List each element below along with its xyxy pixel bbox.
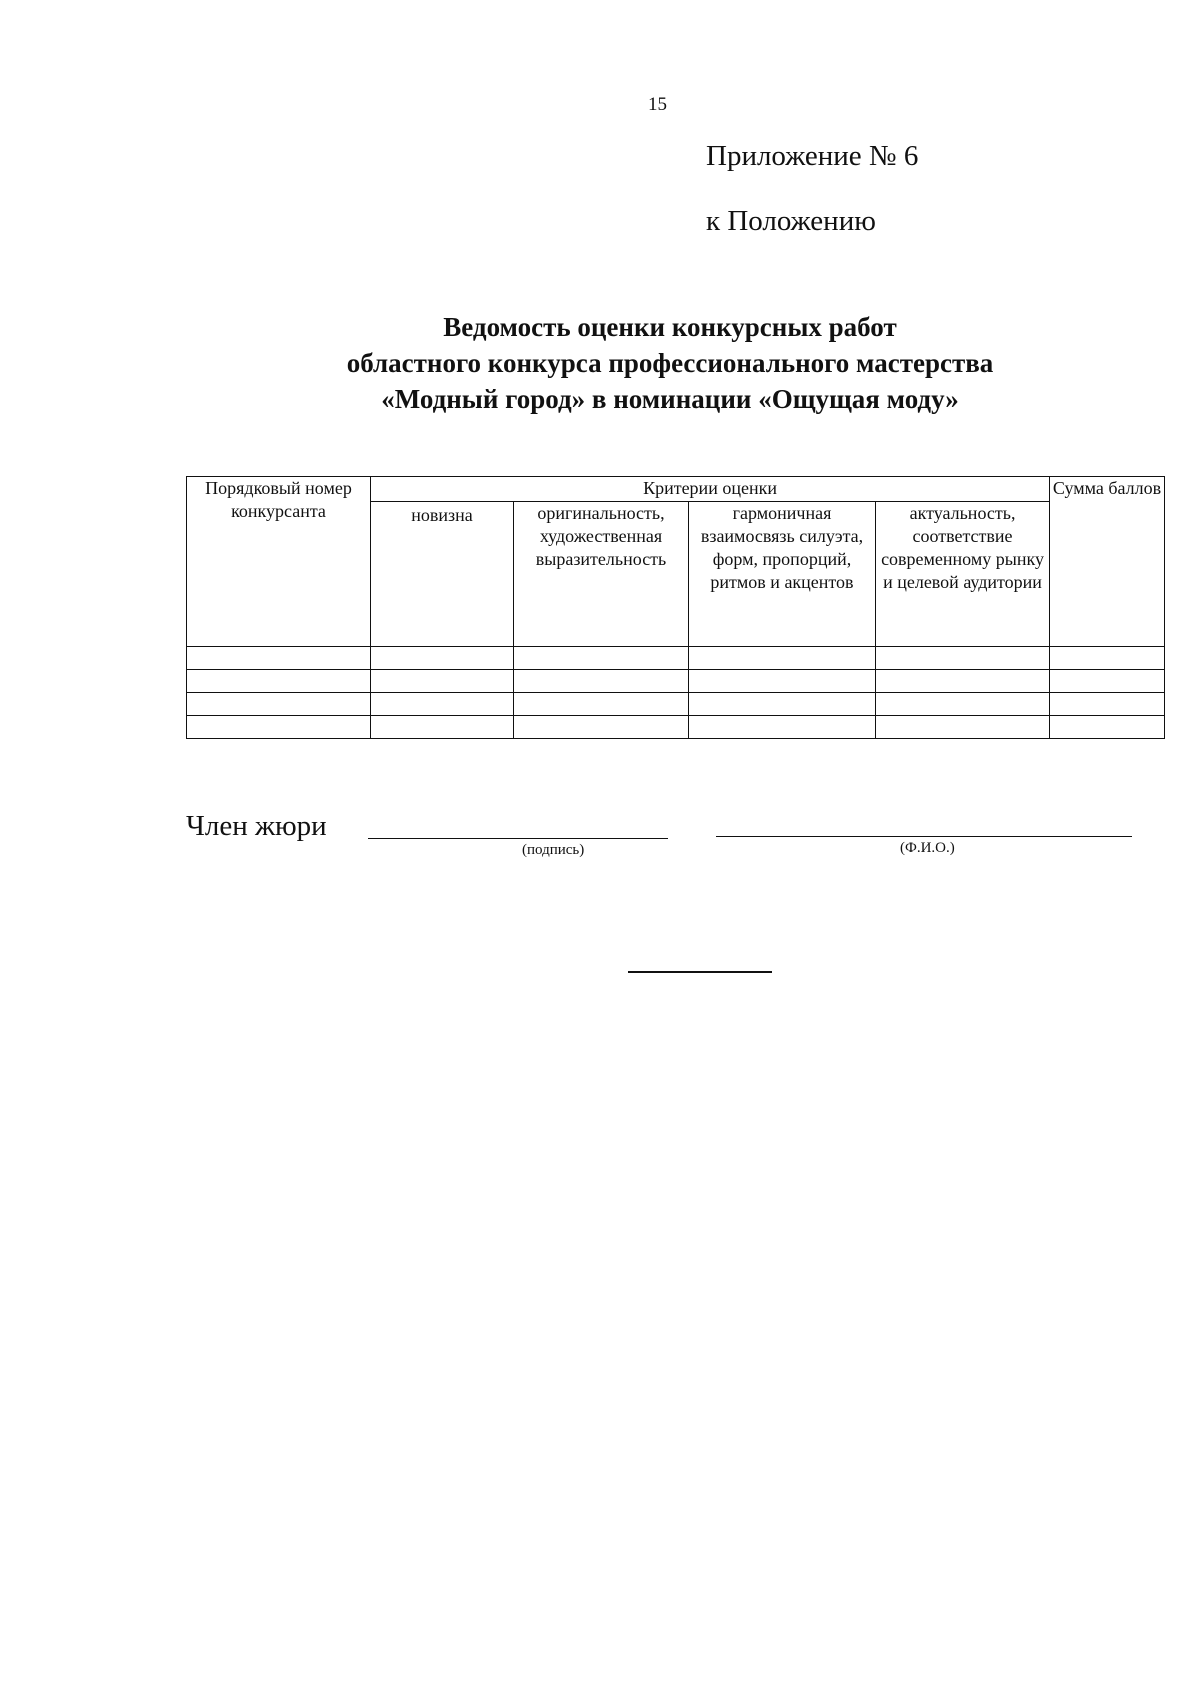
column-header-originality: оригинальность, художественная выразительность [514, 502, 689, 647]
table-cell [514, 716, 689, 739]
table-cell [371, 647, 514, 670]
table-cell [689, 693, 876, 716]
document-title [190, 309, 1150, 417]
table-cell [187, 647, 371, 670]
table-cell [514, 693, 689, 716]
end-of-document-rule [628, 971, 772, 973]
table-cell [371, 693, 514, 716]
table-body [187, 647, 1165, 739]
table-row [187, 647, 1165, 670]
table-cell [371, 670, 514, 693]
signature-line [368, 838, 668, 839]
table-cell [689, 647, 876, 670]
table-cell [187, 670, 371, 693]
table-row [187, 670, 1165, 693]
table-cell [514, 670, 689, 693]
evaluation-table [186, 476, 1165, 739]
table-cell [689, 670, 876, 693]
signature-caption: (подпись) [522, 842, 585, 858]
table-cell [187, 716, 371, 739]
table-cell [876, 716, 1050, 739]
column-header-serial-number: Порядковый номер конкурсанта [187, 477, 371, 647]
table-cell [371, 716, 514, 739]
table-cell [876, 693, 1050, 716]
table-cell [689, 716, 876, 739]
appendix-reference: к Положению [706, 205, 876, 237]
table-row [187, 693, 1165, 716]
table-cell [514, 647, 689, 670]
table-cell [187, 693, 371, 716]
full-name-caption: (Ф.И.О.) [900, 840, 955, 856]
jury-member-label: Член жюри [186, 810, 327, 842]
table-cell [1050, 670, 1165, 693]
column-header-total-score: Сумма баллов [1050, 477, 1165, 647]
column-group-criteria: Критерии оценки [371, 477, 1050, 502]
table-cell [1050, 693, 1165, 716]
table-cell [876, 647, 1050, 670]
table-cell [876, 670, 1050, 693]
table-row [187, 716, 1165, 739]
full-name-line [716, 836, 1132, 837]
page-number: 15 [648, 94, 667, 115]
table-cell [1050, 647, 1165, 670]
title-line-1: Ведомость оценки конкурсных работ [443, 312, 897, 342]
column-header-harmony: гармоничная взаимосвязь силуэта, форм, пропорций, ритмов и акцентов [689, 502, 876, 647]
title-line-2: областного конкурса профессионального мастерства [346, 348, 994, 378]
title-line-3: «Модный город» в номинации «Ощущая моду» [381, 384, 959, 414]
appendix-label: Приложение № 6 [706, 140, 919, 172]
table-cell [1050, 716, 1165, 739]
column-header-relevance: актуальность, соответствие современному рынку и целевой аудитории [876, 502, 1050, 647]
column-header-novelty: новизна [371, 502, 514, 647]
